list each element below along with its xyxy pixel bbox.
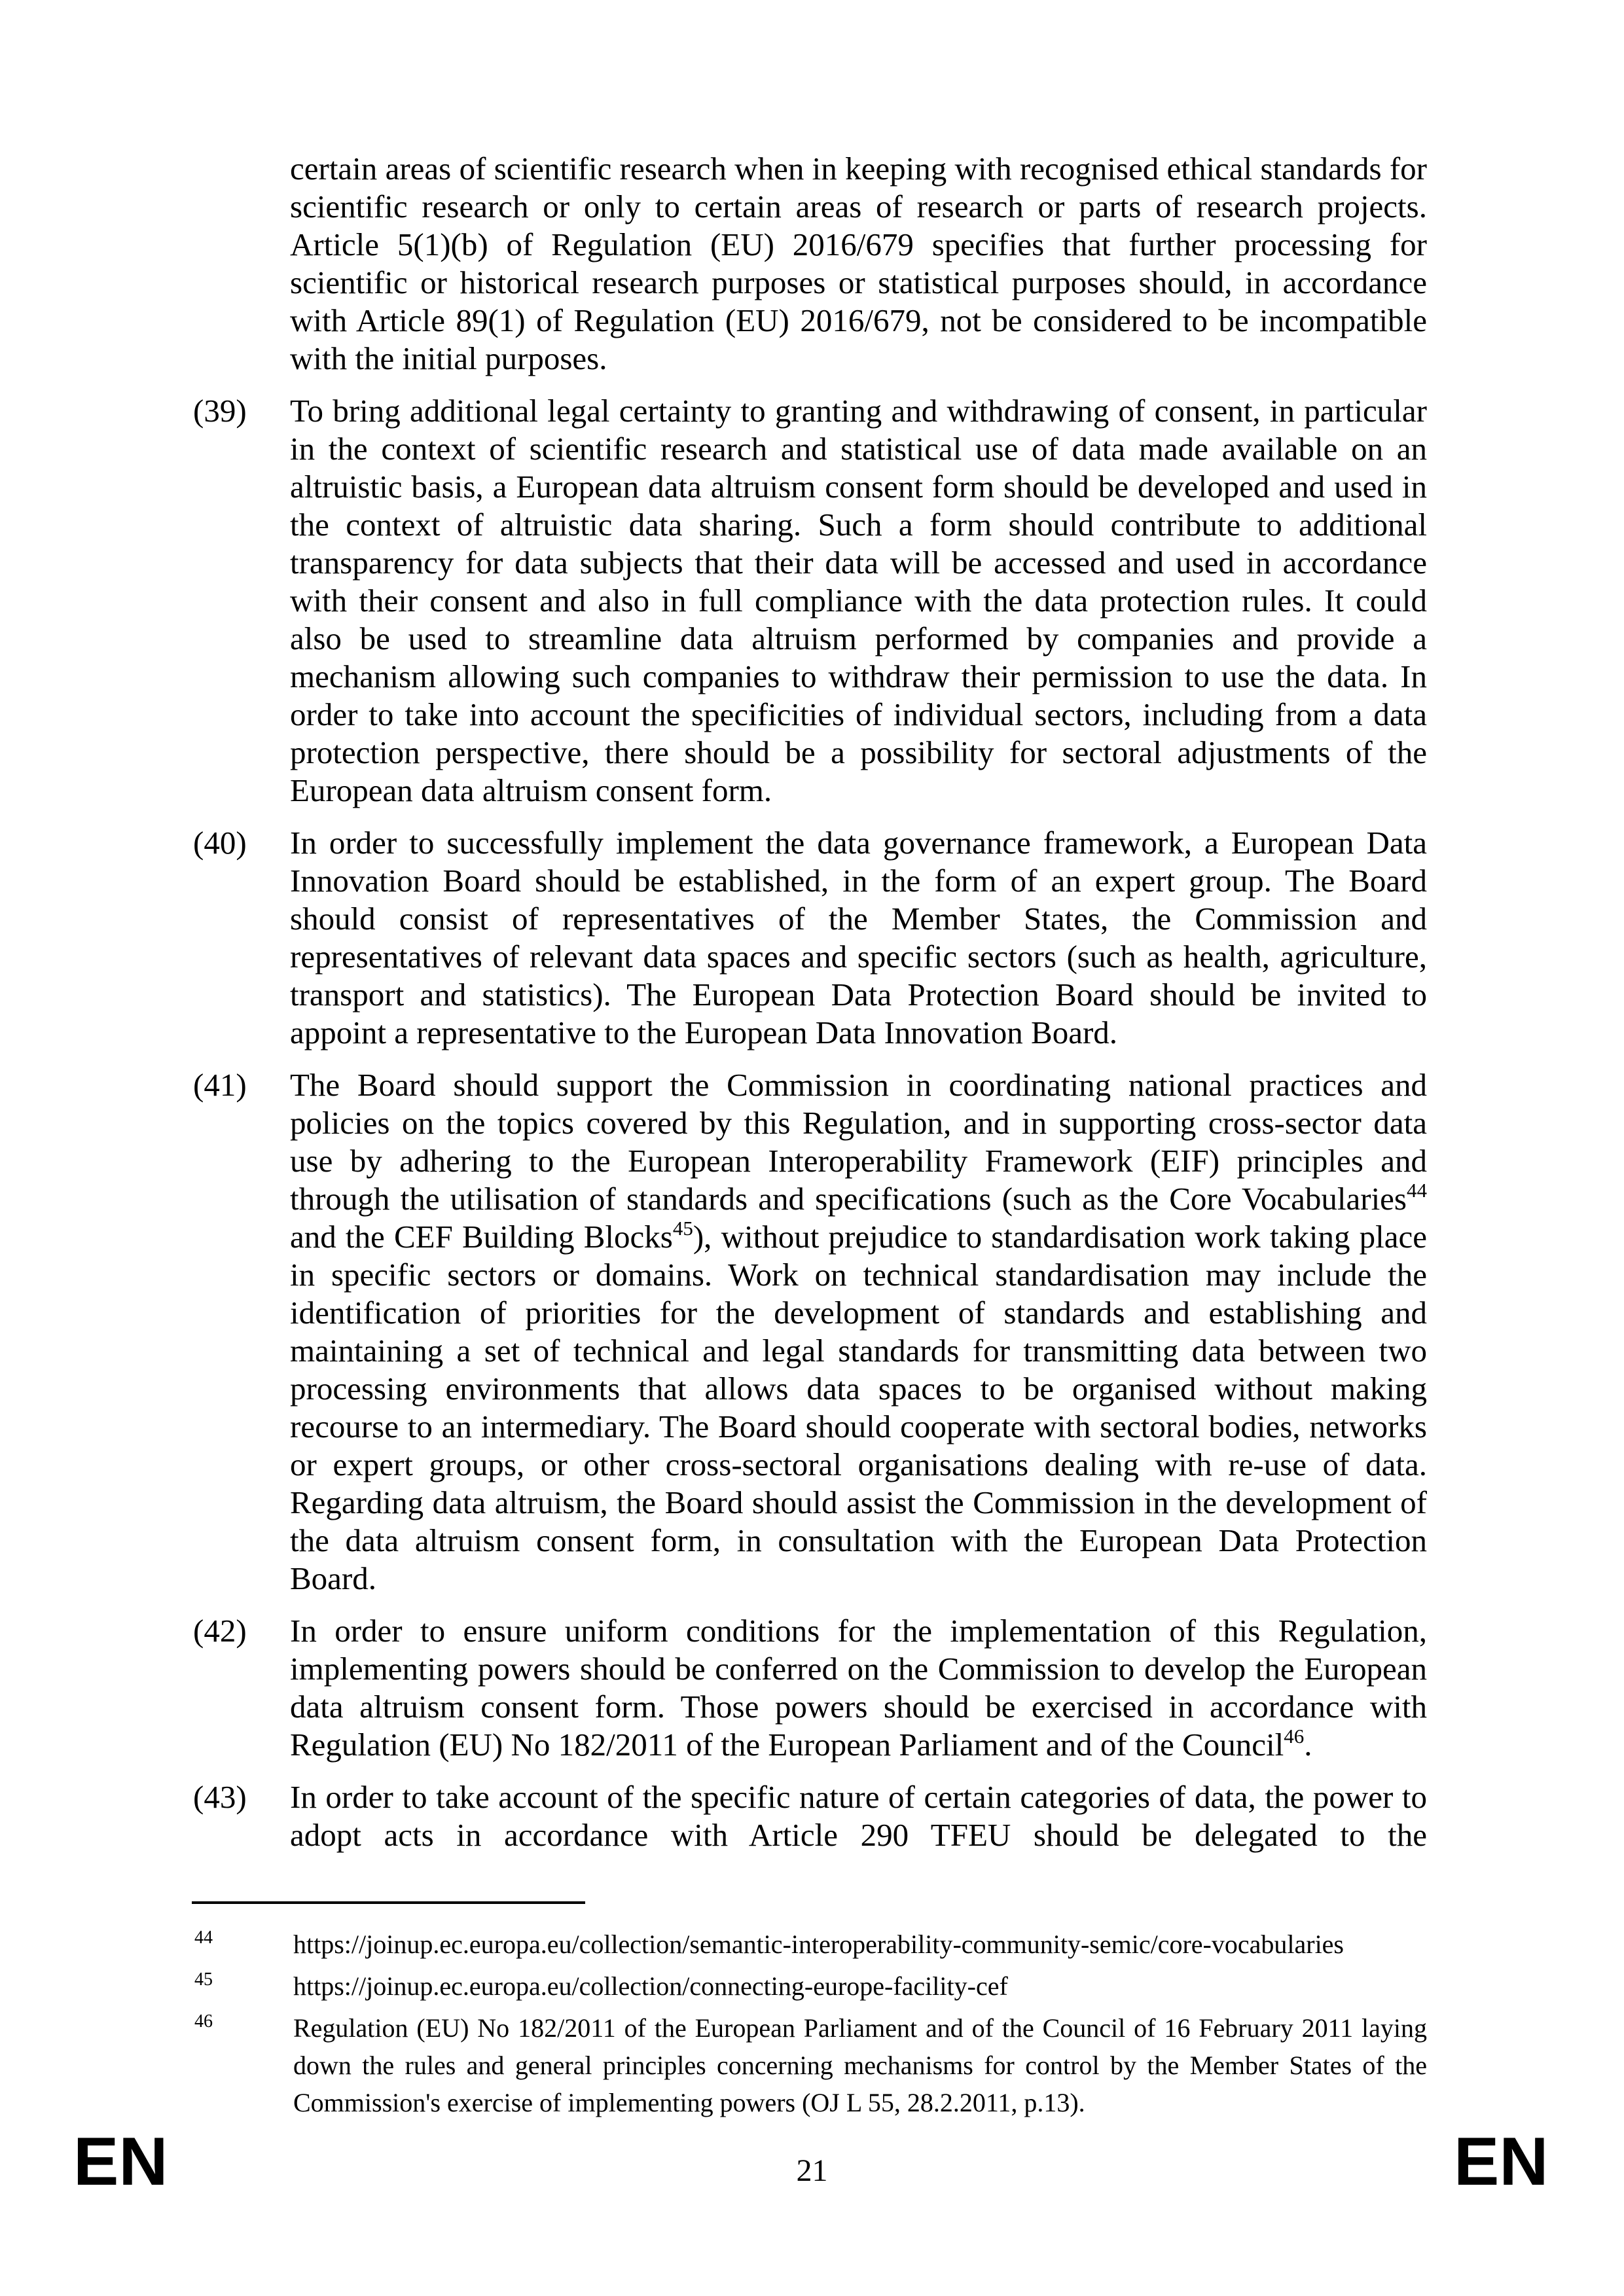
footnote-text: https://joinup.ec.europa.eu/collection/semantic-interoperability-community-semic/core-vocabularies: [293, 1929, 1344, 1959]
footnote-reference: 44: [1407, 1179, 1427, 1202]
paragraph-text: The Board should support the Commission in coordinating national practices and policies on the topics covered by this Regulation, and in supporting cross-sector data use by adhering to the European Interoperability Framework (EIF) principles and through the utilisation of standards and specifications (such as the Core Vocabularies$^{44}$ and the CEF Building Blocks$^{45}$), without prejudice to standardisation work taking place in specific sectors or domains. Work on technical standardisation may include the identification of priorities for the development of standards and establishing and maintaining a set of technical and legal standards for transmitting data between two processing environments that allows data spaces to be organised without making recourse to an intermediary. The Board should cooperate with sectoral bodies, networks or expert groups, or other cross-sectoral organisations dealing with re-use of data. Regarding data altruism, the Board should assist the Commission in the development of the data altruism consent form, in consultation with the European Data Protection Board.: [290, 1067, 1427, 1596]
footer-lang-marker-right: EN: [1454, 2124, 1549, 2200]
paragraph-number: (42): [193, 1613, 247, 1649]
paragraph-43: [193, 1778, 1427, 1854]
footer-lang-marker-left: EN: [73, 2124, 168, 2200]
paragraph-number: (40): [193, 825, 247, 861]
footnote-number: 46: [194, 2011, 213, 2032]
footnote-number: 45: [194, 1969, 213, 1990]
paragraph-text: certain areas of scientific research when in keeping with recognised ethical standards for scientific research or only to certain areas of research or parts of research projects. Article 5(1)(b) of Regulation (EU) 2016/679 specifies that further processing for scientific or historical research purposes or statistical purposes should, in accordance with Article 89(1) of Regulation (EU) 2016/679, not be considered to be incompatible with the initial purposes.: [290, 151, 1427, 376]
footnote-separator: [192, 1901, 585, 1904]
paragraph-number: (39): [193, 393, 247, 429]
paragraph-text: In order to take account of the specific nature of certain categories of data, the power to adopt acts in accordance with Article 290 TFEU should be delegated to the: [290, 1779, 1427, 1853]
paragraph-number: (43): [193, 1779, 247, 1815]
footnote-45: [194, 1967, 1427, 2005]
footnotes-section: [194, 1926, 1427, 2126]
body-text: [193, 150, 1427, 1869]
footnote-text: https://joinup.ec.europa.eu/collection/connecting-europe-facility-cef: [293, 1971, 1008, 2001]
paragraph-number: (41): [193, 1067, 247, 1103]
footnote-number: 44: [194, 1928, 213, 1948]
footnote-reference: 45: [672, 1217, 693, 1240]
footnote-46: [194, 2009, 1427, 2121]
paragraph-text: In order to successfully implement the data governance framework, a European Data Innovation Board should be established, in the form of an expert group. The Board should consist of representatives of the Member States, the Commission and representatives of relevant data spaces and specific sectors (such as health, agriculture, transport and statistics). The European Data Protection Board should be invited to appoint a representative to the European Data Innovation Board.: [290, 825, 1427, 1050]
footnote-text: Regulation (EU) No 182/2011 of the European Parliament and of the Council of 16 February 2011 laying down the rules and general principles concerning mechanisms for control by the Member States of the Commission's exercise of implementing powers (OJ L 55, 28.2.2011, p.13).: [293, 2013, 1427, 2117]
footnote-44: [194, 1926, 1427, 1963]
paragraph-39: [193, 392, 1427, 810]
paragraph-text: To bring additional legal certainty to granting and withdrawing of consent, in particular in the context of scientific research and statistical use of data made available on an altruistic basis, a European data altruism consent form should be developed and used in the context of altruistic data sharing. Such a form should contribute to additional transparency for data subjects that their data will be accessed and used in accordance with their consent and also in full compliance with the data protection rules. It could also be used to streamline data altruism performed by companies and provide a mechanism allowing such companies to withdraw their permission to use the data. In order to take into account the specificities of individual sectors, including from a data protection perspective, there should be a possibility for sectoral adjustments of the European data altruism consent form.: [290, 393, 1427, 808]
paragraph-40: [193, 824, 1427, 1052]
paragraph-41: [193, 1066, 1427, 1598]
footnote-reference: 46: [1284, 1725, 1305, 1748]
paragraph-text: In order to ensure uniform conditions for the implementation of this Regulation, implementing powers should be conferred on the Commission to develop the European data altruism consent form. Those powers should be exercised in accordance with Regulation (EU) No 182/2011 of the European Parliament and of the Council$^{46}$.: [290, 1613, 1427, 1763]
footer-page-number: 21: [796, 2153, 828, 2188]
paragraph-42: [193, 1612, 1427, 1764]
paragraph-continuation: [290, 150, 1427, 378]
